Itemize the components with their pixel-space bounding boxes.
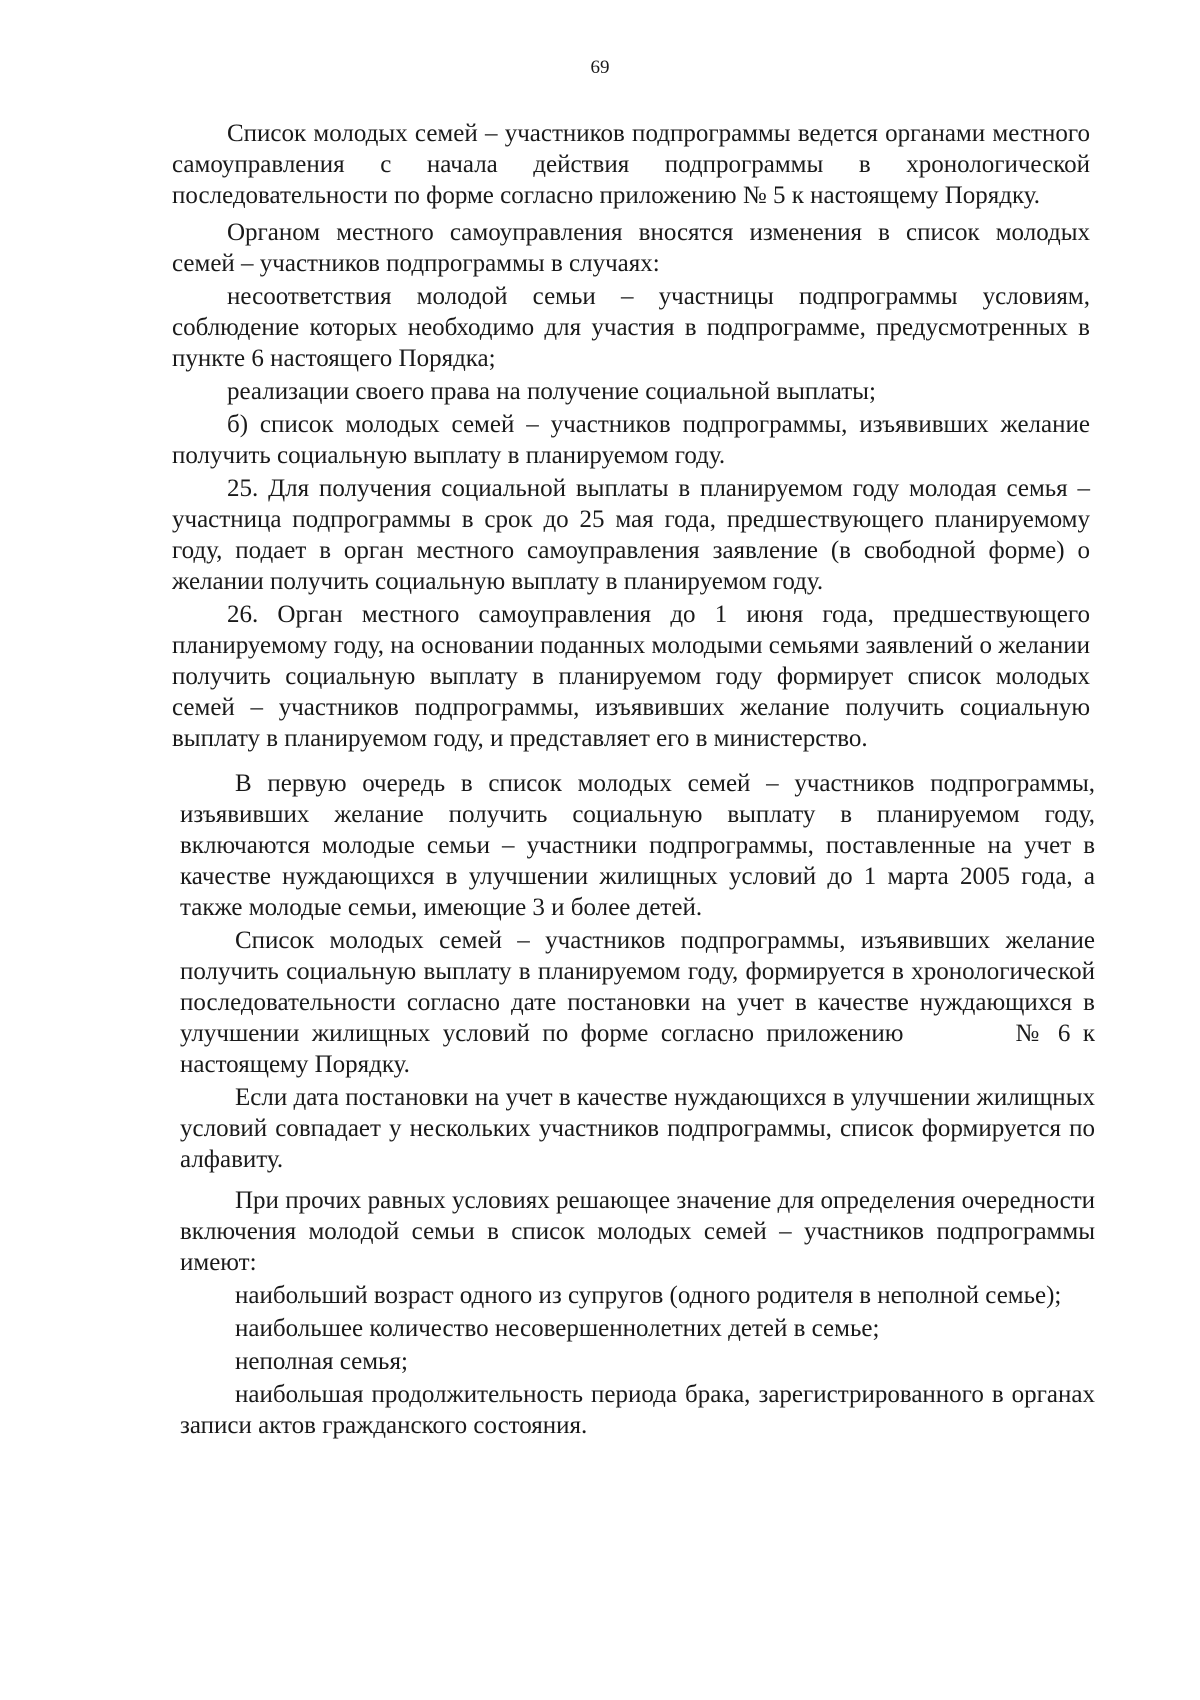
paragraph-item-26: 26. Орган местного самоуправления до 1 июня года, предшествующего планируемому году, на основании поданных молодыми семьями заявлений о желании получить социальную выплату в планируемом году формирует список молодых семей – участников подпрограммы, изъявивших желание получить социальную выплату в планируемом году, и представляет его в министерство. bbox=[172, 601, 1097, 752]
paragraph-alphabetical: Если дата постановки на учет в качестве нуждающихся в улучшении жилищных условий совпадает у нескольких участников подпрограммы, список формируется по алфавиту. bbox=[180, 1084, 1102, 1173]
document-body-lower bbox=[180, 768, 1102, 1443]
paragraph-list-changes: Органом местного самоуправления вносятся изменения в список молодых семей – участников подпрограммы в случаях: bbox=[172, 219, 1097, 277]
paragraph-item-b: б) список молодых семей – участников подпрограммы, изъявивших желание получить социальную выплату в планируемом году. bbox=[172, 411, 1097, 469]
paragraph-criterion-children: наибольшее количество несовершеннолетних детей в семье; bbox=[235, 1315, 880, 1342]
document-body-upper bbox=[172, 118, 1097, 756]
paragraph-chronological: Список молодых семей – участников подпрограммы, изъявивших желание получить социальную выплату в планируемом году, формируется в хронологической последовательности согласно дате постановки на учет в качестве нуждающихся в улучшении жилищных условий по форме согласно приложению № 6 к настоящему Порядку. bbox=[180, 927, 1102, 1078]
paragraph-list-maintenance: Список молодых семей – участников подпрограммы ведется органами местного самоуправления с начала действия подпрограммы в хронологической последовательности по форме согласно приложению № 5 к настоящему Порядку. bbox=[172, 120, 1097, 209]
paragraph-item-25: 25. Для получения социальной выплаты в планируемом году молодая семья – участница подпрограммы в срок до 25 мая года, предшествующего планируемому году, подает в орган местного самоуправления заявление (в свободной форме) о желании получить социальную выплату в планируемом году. bbox=[172, 475, 1097, 595]
page-number: 69 bbox=[590, 57, 610, 78]
paragraph-criterion-age: наибольший возраст одного из супругов (одного родителя в неполной семье); bbox=[235, 1282, 1062, 1309]
paragraph-criterion-single-parent: неполная семья; bbox=[235, 1348, 408, 1375]
paragraph-criterion-marriage: наибольшая продолжительность периода брака, зарегистрированного в органах записи актов гражданского состояния. bbox=[180, 1381, 1102, 1439]
paragraph-case-nonconformity: несоответствия молодой семьи – участницы подпрограммы условиям, соблюдение которых необходимо для участия в подпрограмме, предусмотренных в пункте 6 настоящего Порядка; bbox=[172, 283, 1097, 372]
paragraph-case-realization: реализации своего права на получение социальной выплаты; bbox=[227, 378, 876, 405]
paragraph-equal-conditions: При прочих равных условиях решающее значение для определения очередности включения молодой семьи в список молодых семей – участников подпрограммы имеют: bbox=[180, 1187, 1102, 1276]
paragraph-priority: В первую очередь в список молодых семей – участников подпрограммы, изъявивших желание получить социальную выплату в планируемом году, включаются молодые семьи – участники подпрограммы, поставленные на учет в качестве нуждающихся в улучшении жилищных условий до 1 марта 2005 года, а также молодые семьи, имеющие 3 и более детей. bbox=[180, 770, 1102, 921]
